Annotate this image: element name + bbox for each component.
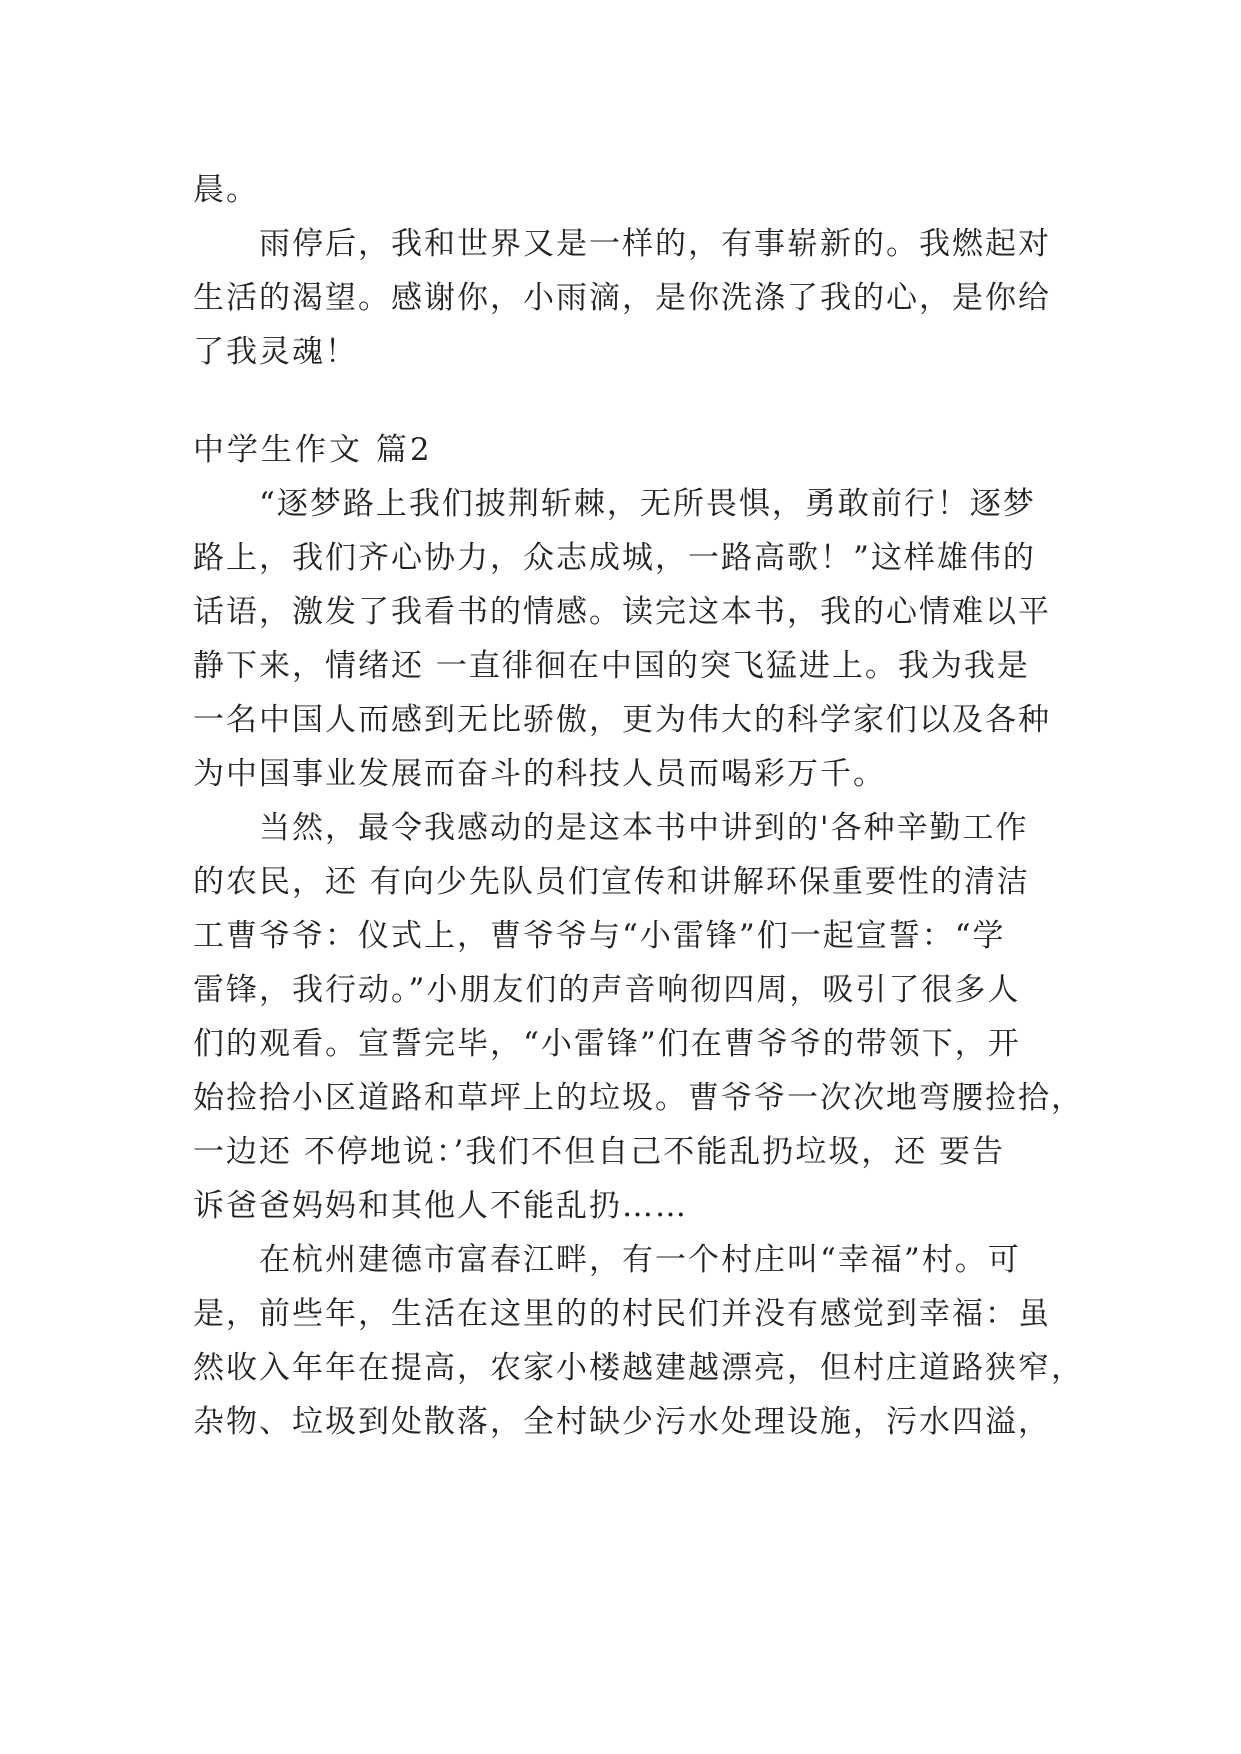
text-line: 静下来，情绪还 一直徘徊在中国的突飞猛进上。我为我是 xyxy=(193,648,1030,684)
section-title: 中学生作文 篇2 xyxy=(193,432,433,468)
text-line: 话语，激发了我看书的情感。读完这本书，我的心情难以平 xyxy=(193,594,1051,630)
paragraph-village xyxy=(193,1233,1084,1449)
text-line: “逐梦路上我们披荆斩棘，无所畏惧，勇敢前行！逐梦 xyxy=(193,486,1036,522)
text-line: 们的观看。宣誓完毕，“小雷锋”们在曹爷爷的带领下，开 xyxy=(193,1026,1021,1062)
document-body xyxy=(193,163,1084,1449)
text-line: 一边还 不停地说：’我们不但自己不能乱扔垃圾，还 要告 xyxy=(193,1134,1006,1170)
text-line: 雨停后，我和世界又是一样的，有事崭新的。我燃起对 xyxy=(193,226,1051,262)
section-gap xyxy=(193,379,1053,423)
text-line: 的农民，还 有向少先队员们宣传和讲解环保重要性的清洁 xyxy=(193,864,1030,900)
section-heading xyxy=(193,423,1053,477)
paragraph-continuation xyxy=(193,163,1053,217)
text-line: 了我灵魂！ xyxy=(193,334,358,370)
text-line: 雷锋，我行动。”小朋友们的声音响彻四周，吸引了很多人 xyxy=(193,972,1021,1008)
text-line: 工曹爷爷：仪式上，曹爷爷与“小雷锋”们一起宣誓：“学 xyxy=(193,918,1006,954)
text-line: 一名中国人而感到无比骄傲，更为伟大的科学家们以及各种 xyxy=(193,702,1051,738)
text-line: 是，前些年，生活在这里的的村民们并没有感觉到幸福：虽 xyxy=(193,1296,1051,1332)
paragraph-dream xyxy=(193,477,1053,801)
text-line: 路上，我们齐心协力，众志成城，一路高歌！”这样雄伟的 xyxy=(193,540,1036,576)
text-line: 生活的渴望。感谢你，小雨滴，是你洗涤了我的心，是你给 xyxy=(193,280,1051,316)
text-line: 然收入年年在提高，农家小楼越建越漂亮，但村庄道路狭窄， xyxy=(193,1350,1084,1386)
text-line: 杂物、垃圾到处散落，全村缺少污水处理设施，污水四溢， xyxy=(193,1404,1051,1440)
text-line: 在杭州建德市富春江畔，有一个村庄叫“幸福”村。可 xyxy=(193,1242,1021,1278)
text-line: 当然，最令我感动的是这本书中讲到的'各种辛勤工作 xyxy=(193,810,1029,846)
paragraph-rain xyxy=(193,217,1053,379)
text-line: 晨。 xyxy=(193,172,259,208)
text-line: 始捡拾小区道路和草坪上的垃圾。曹爷爷一次次地弯腰捡拾， xyxy=(193,1080,1084,1116)
text-line: 诉爸爸妈妈和其他人不能乱扔…… xyxy=(193,1188,688,1224)
paragraph-grandpa-cao xyxy=(193,801,1084,1233)
text-line: 为中国事业发展而奋斗的科技人员而喝彩万千。 xyxy=(193,756,886,792)
